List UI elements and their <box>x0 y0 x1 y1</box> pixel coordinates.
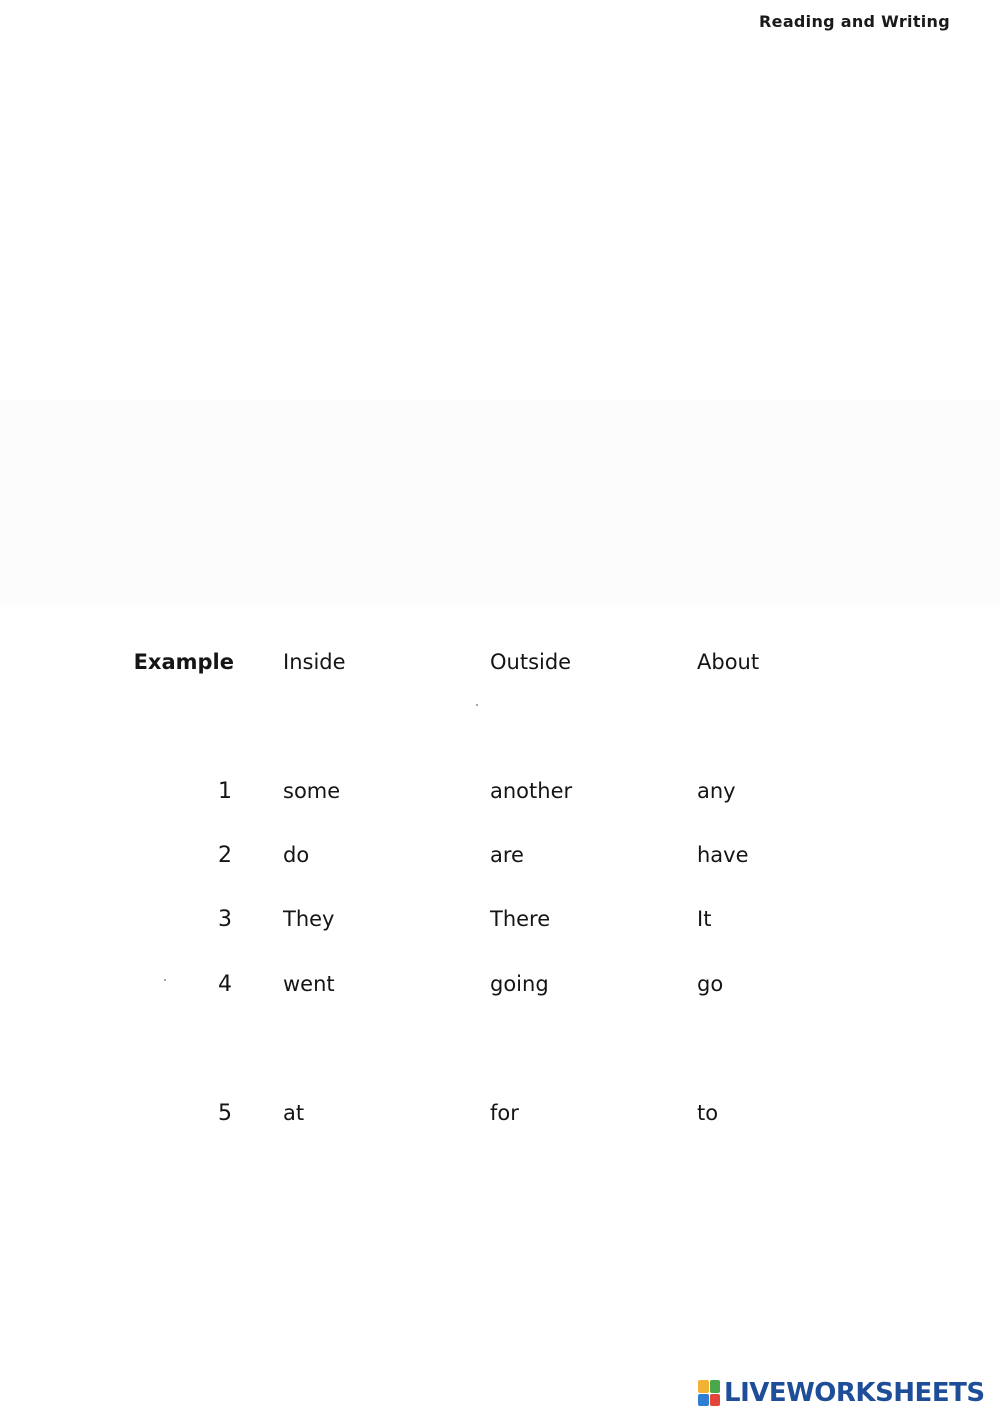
option-a[interactable]: some <box>283 779 341 803</box>
option-b[interactable]: There <box>490 907 551 931</box>
liveworksheets-mark-icon <box>698 1380 720 1406</box>
option-c[interactable]: It <box>697 907 712 931</box>
option-a[interactable]: They <box>283 907 335 931</box>
question-row <box>0 1101 1000 1141</box>
option-c[interactable]: go <box>697 972 724 996</box>
option-b[interactable]: another <box>490 779 573 803</box>
option-b[interactable]: going <box>490 972 549 996</box>
mark-square <box>698 1380 709 1393</box>
mark-square <box>710 1394 721 1407</box>
option-a[interactable]: do <box>283 843 310 867</box>
scan-speck <box>476 704 478 706</box>
option-a[interactable]: went <box>283 972 335 996</box>
question-number: 2 <box>218 843 232 868</box>
question-row <box>0 843 1000 883</box>
liveworksheets-wordmark: LIVEWORKSHEETS <box>724 1378 985 1408</box>
option-c[interactable]: to <box>697 1101 719 1125</box>
option-b[interactable]: for <box>490 1101 519 1125</box>
question-number: 1 <box>218 779 232 804</box>
option-c[interactable]: have <box>697 843 749 867</box>
question-number: 3 <box>218 907 232 932</box>
question-row <box>0 907 1000 947</box>
option-a[interactable]: at <box>283 1101 305 1125</box>
example-row <box>0 650 1000 690</box>
liveworksheets-logo <box>698 1378 985 1408</box>
example-label: Example <box>133 650 234 674</box>
example-option-b: Outside <box>490 650 572 674</box>
option-b[interactable]: are <box>490 843 524 867</box>
page-header-title: Reading and Writing <box>759 12 950 31</box>
question-row <box>0 779 1000 819</box>
blank-band <box>0 400 1000 605</box>
option-c[interactable]: any <box>697 779 736 803</box>
mark-square <box>698 1394 709 1407</box>
question-number: 4 <box>218 972 232 997</box>
example-option-c: About <box>697 650 760 674</box>
question-row <box>0 972 1000 1012</box>
example-option-a: Inside <box>283 650 346 674</box>
mark-square <box>710 1380 721 1393</box>
scan-speck <box>164 979 166 981</box>
question-number: 5 <box>218 1101 232 1126</box>
